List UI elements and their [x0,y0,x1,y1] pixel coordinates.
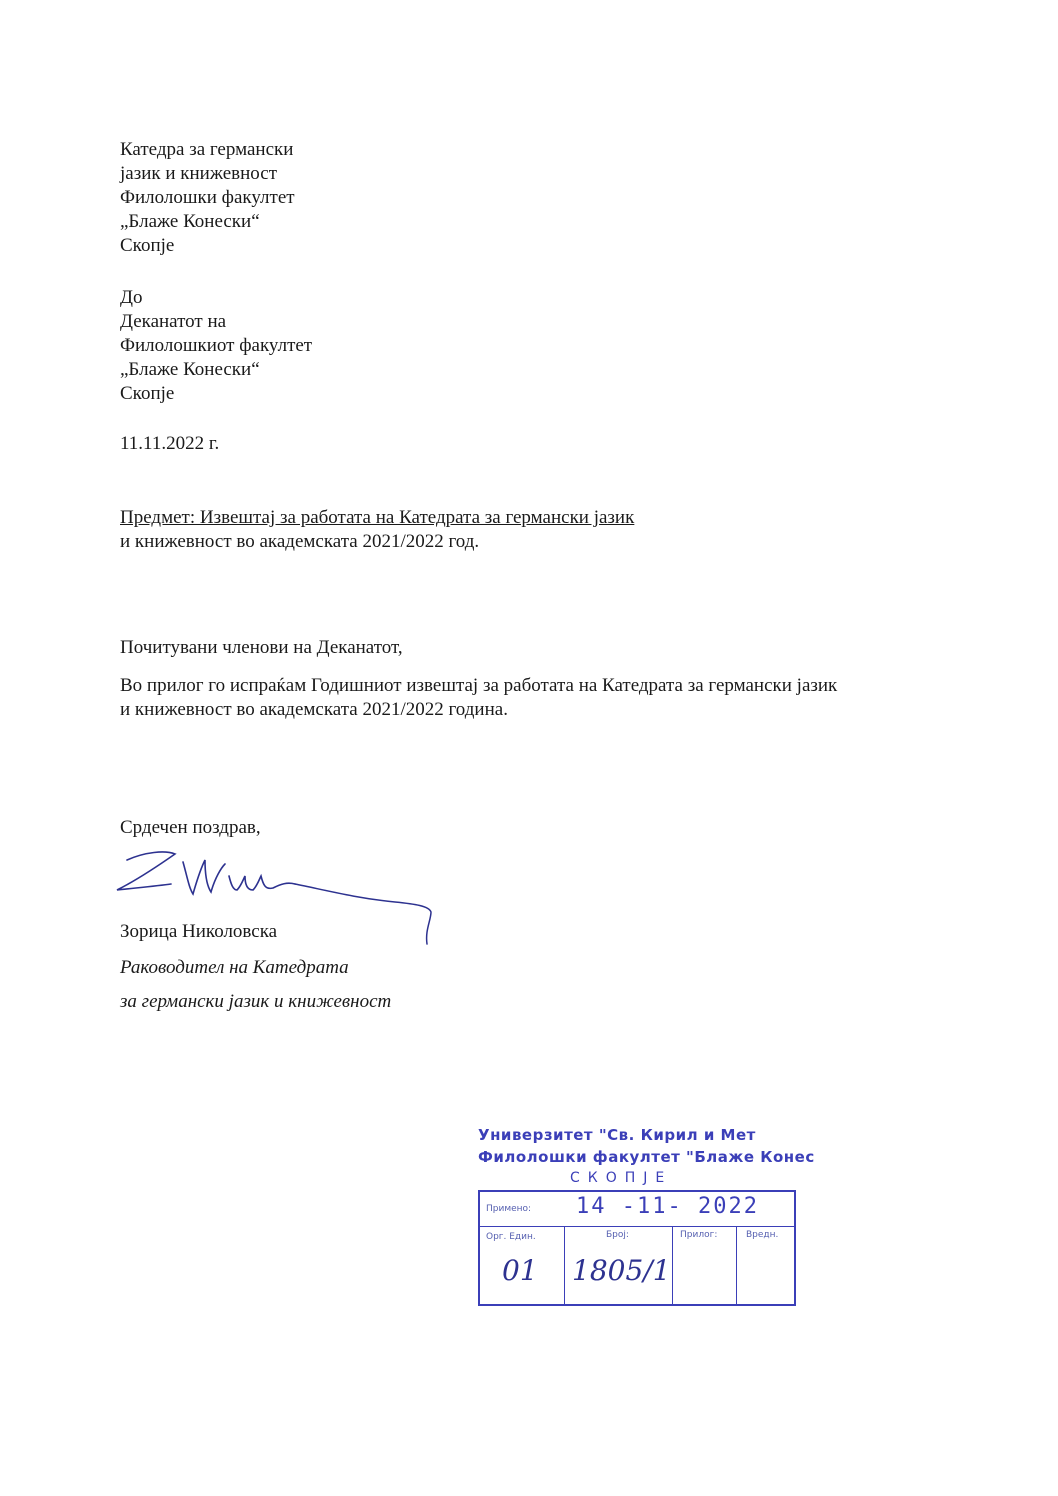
stamp-received-label: Примено: [486,1204,532,1214]
signer-title-2: за германски јазик и книжевност [120,991,392,1012]
sender-line-5: Скопје [120,235,175,256]
stamp-faculty-line: Филолошки факултет "Блаже Конес [478,1148,815,1166]
closing: Срдечен поздрав, [120,817,261,838]
letter-date: 11.11.2022 г. [120,433,220,454]
sender-line-4: „Блаже Конески“ [120,211,260,232]
stamp-org-label: Орг. Един. [486,1232,536,1242]
recipient-line-3: Филолошкиот факултет [120,335,313,356]
stamp-divider [480,1226,794,1227]
stamp-number-value: 1805/1 [572,1254,671,1287]
sender-line-1: Катедра за германски [120,139,294,160]
signer-name: Зорица Николовска [120,921,278,942]
stamp-university-line: Универзитет "Св. Кирил и Мет [478,1126,756,1144]
stamp-column-divider [672,1226,673,1304]
body-line-1: Во прилог го испраќам Годишниот извештај за работата на Катедрата за германски јазик [120,675,838,696]
sender-line-3: Филолошки факултет [120,187,295,208]
stamp-number-label: Број: [606,1230,629,1240]
stamp-received-date: 14 -11- 2022 [576,1194,759,1219]
recipient-line-5: Скопје [120,383,175,404]
subject-line-1: Предмет: Извештај за работата на Катедрата за германски јазик [120,507,635,528]
sender-line-2: јазик и книжевност [120,163,278,184]
stamp-registry-box [478,1190,796,1306]
signer-title-1: Раководител на Катедрата [120,957,349,978]
recipient-line-4: „Блаже Конески“ [120,359,260,380]
body-line-2: и книжевност во академската 2021/2022 година. [120,699,508,720]
stamp-value-label: Вредн. [746,1230,779,1240]
stamp-column-divider [736,1226,737,1304]
stamp-attachment-label: Прилог: [680,1230,718,1240]
stamp-city: СКОПЈЕ [570,1170,673,1186]
recipient-line-1: До [120,287,143,308]
recipient-line-2: Деканатот на [120,311,227,332]
stamp-org-value: 01 [502,1254,538,1287]
stamp-column-divider [564,1226,565,1304]
greeting: Почитувани членови на Деканатот, [120,637,403,658]
subject-line-2: и книжевност во академската 2021/2022 год. [120,531,480,552]
registry-stamp [476,1124,815,1324]
